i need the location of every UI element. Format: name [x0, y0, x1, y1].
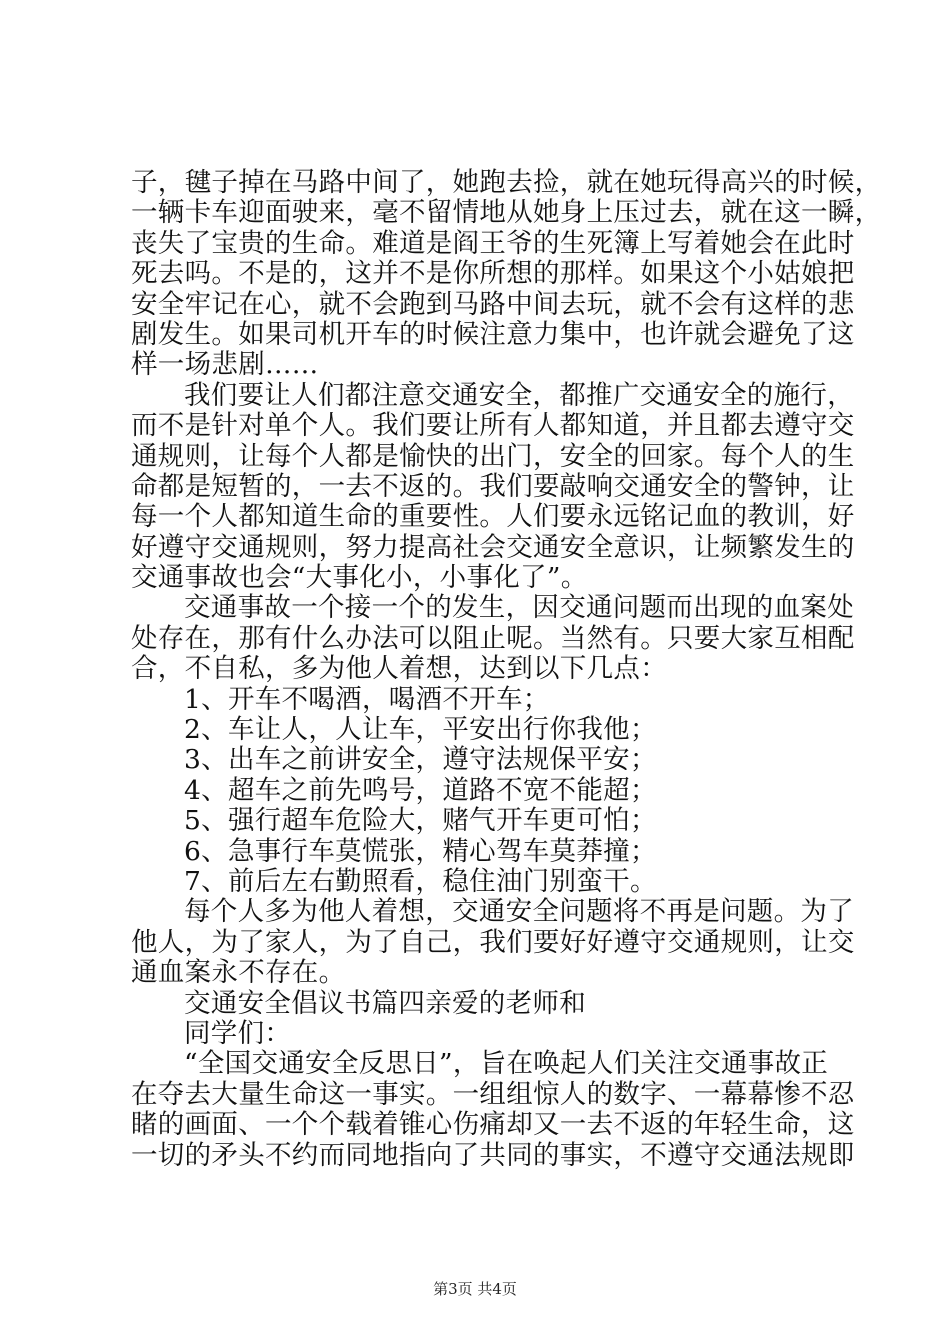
text-line: 处存在，那有什么办法可以阻止呢。当然有。只要大家互相配	[131, 622, 855, 654]
text-line: 一切的矛头不约而同地指向了共同的事实，不遵守交通法规即	[131, 1139, 855, 1171]
page-footer: 第3页 共4页	[433, 1280, 517, 1298]
text-line: 一辆卡车迎面驶来，毫不留情地从她身上压过去，就在这一瞬，	[131, 197, 882, 229]
text-line: 交通事故一个接一个的发生，因交通问题而出现的血案处	[184, 592, 854, 624]
text-line: 同学们：	[184, 1017, 292, 1049]
paragraph	[131, 167, 882, 381]
paragraph	[131, 989, 831, 1019]
paragraph	[131, 776, 831, 806]
text-line: 通血案永不存在。	[131, 957, 346, 989]
paragraph	[131, 806, 831, 836]
text-line: 剧发生。如果司机开车的时候注意力集中，也许就会避免了这	[131, 318, 855, 350]
text-line: 安全牢记在心，就不会跑到马路中间去玩，就不会有这样的悲	[131, 288, 855, 320]
text-line: 睹的画面、一个个载着锥心伤痛却又一去不返的年轻生命，这	[131, 1109, 855, 1141]
text-line: 交通安全倡议书篇四亲爱的老师和	[184, 987, 586, 1019]
text-line: 7、前后左右勤照看，稳住油门别蛮干。	[184, 865, 657, 897]
text-line: 通规则，让每个人都是愉快的出门，安全的回家。每个人的生	[131, 440, 855, 472]
paragraph	[131, 379, 855, 594]
text-line: 交通事故也会“大事化小，小事化了”。	[131, 562, 588, 594]
text-line: 每一个人都知道生命的重要性。人们要永远铭记血的教训，好	[131, 501, 855, 533]
text-line: 而不是针对单个人。我们要让所有人都知道，并且都去遵守交	[131, 410, 855, 442]
paragraph	[131, 592, 855, 685]
text-line: 在夺去大量生命这一事实。一组组惊人的数字、一幕幕惨不忍	[131, 1078, 855, 1110]
paragraph	[131, 837, 831, 867]
paragraph	[131, 867, 831, 897]
paragraph	[131, 1019, 831, 1049]
paragraph	[131, 715, 831, 745]
paragraph	[131, 745, 831, 775]
paragraph	[131, 685, 831, 715]
text-line: 命都是短暂的，一去不返的。我们要敲响交通安全的警钟，让	[131, 470, 855, 502]
text-line: 合，不自私，多为他人着想，达到以下几点：	[131, 653, 667, 685]
text-line: 丧失了宝贵的生命。难道是阎王爷的生死簿上写着她会在此时	[131, 227, 855, 259]
text-line: 2、车让人，人让车，平安出行你我他；	[184, 714, 657, 746]
text-line: “全国交通安全反思日”，旨在唤起人们关注交通事故正	[184, 1048, 829, 1080]
text-line: 5、强行超车危险大，赌气开车更可怕；	[184, 805, 657, 837]
text-line: 他人，为了家人，为了自己，我们要好好遵守交通规则，让交	[131, 926, 855, 958]
text-line: 4、超车之前先鸣号，道路不宽不能超；	[184, 774, 657, 806]
text-line: 每个人多为他人着想，交通安全问题将不再是问题。为了	[184, 896, 854, 928]
paragraph	[131, 896, 855, 989]
text-line: 3、出车之前讲安全，遵守法规保平安；	[184, 744, 657, 776]
text-line: 子，毽子掉在马路中间了，她跑去捡，就在她玩得高兴的时候，	[131, 167, 882, 198]
text-line: 样一场悲剧……	[131, 349, 319, 381]
text-line: 好遵守交通规则，努力提高社会交通安全意识，让频繁发生的	[131, 531, 855, 563]
text-line: 死去吗。不是的，这并不是你所想的那样。如果这个小姑娘把	[131, 258, 855, 290]
paragraph	[131, 1048, 855, 1171]
text-line: 6、急事行车莫慌张，精心驾车莫莽撞；	[184, 835, 657, 867]
text-line: 我们要让人们都注意交通安全，都推广交通安全的施行，	[184, 379, 854, 411]
document-body	[131, 167, 882, 1171]
text-line: 1、开车不喝酒，喝酒不开车；	[184, 683, 550, 715]
